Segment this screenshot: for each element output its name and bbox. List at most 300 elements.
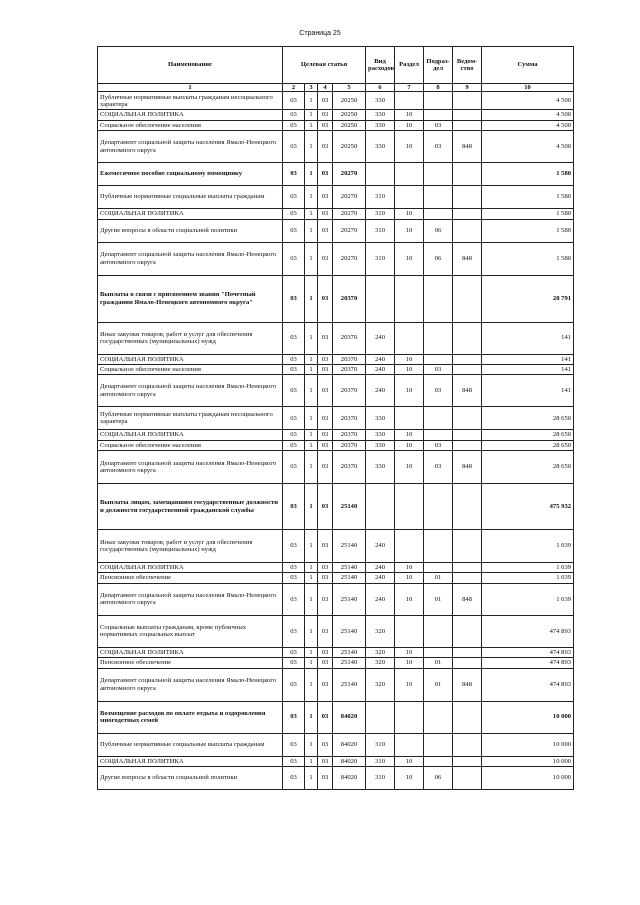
target-code-4: 20270 xyxy=(333,242,366,275)
department-code xyxy=(453,163,482,186)
department-code xyxy=(453,756,482,766)
section xyxy=(395,615,424,647)
section: 10 xyxy=(395,354,424,364)
target-code-2: 1 xyxy=(305,407,318,430)
subsection: 01 xyxy=(424,658,453,668)
target-code-2: 1 xyxy=(305,322,318,354)
subsection xyxy=(424,563,453,573)
section: 10 xyxy=(395,583,424,615)
budget-table xyxy=(97,46,574,790)
subsection: 06 xyxy=(424,766,453,789)
row-name: Выплаты в связи с присвоением звания "Почетный гражданин Ямало-Ненецкого автономного округа" xyxy=(98,275,283,322)
target-code-4: 84020 xyxy=(333,701,366,733)
amount: 4 500 xyxy=(482,110,574,120)
section: 10 xyxy=(395,451,424,484)
target-code-3: 03 xyxy=(318,451,333,484)
target-code-3: 03 xyxy=(318,701,333,733)
target-code-1: 03 xyxy=(283,573,305,583)
target-code-2: 1 xyxy=(305,701,318,733)
department-code xyxy=(453,364,482,374)
target-code-3: 03 xyxy=(318,275,333,322)
table-body xyxy=(98,92,574,790)
target-code-1: 03 xyxy=(283,440,305,450)
target-code-3: 03 xyxy=(318,668,333,701)
target-code-2: 1 xyxy=(305,766,318,789)
amount: 475 932 xyxy=(482,484,574,530)
section: 10 xyxy=(395,563,424,573)
target-code-3: 03 xyxy=(318,647,333,657)
table-row xyxy=(98,110,574,120)
row-name: Департамент социальной защиты населения Ямало-Ненецкого автономного округа xyxy=(98,242,283,275)
subsection xyxy=(424,186,453,209)
expense-type: 310 xyxy=(366,219,395,242)
row-name: СОЦИАЛЬНАЯ ПОЛИТИКА xyxy=(98,430,283,440)
target-code-1: 03 xyxy=(283,92,305,110)
subsection: 03 xyxy=(424,131,453,163)
department-code xyxy=(453,354,482,364)
table-row xyxy=(98,573,574,583)
target-code-3: 03 xyxy=(318,375,333,407)
section: 10 xyxy=(395,120,424,130)
department-code xyxy=(453,573,482,583)
department-code xyxy=(453,407,482,430)
target-code-2: 1 xyxy=(305,131,318,163)
table-row xyxy=(98,583,574,615)
department-code xyxy=(453,766,482,789)
target-code-2: 1 xyxy=(305,209,318,219)
row-name: Ежемесячное пособие социальному помощнику xyxy=(98,163,283,186)
table-row xyxy=(98,766,574,789)
target-code-1: 03 xyxy=(283,484,305,530)
expense-type: 330 xyxy=(366,92,395,110)
target-code-4: 20270 xyxy=(333,209,366,219)
col-number: 2 xyxy=(283,84,305,92)
row-name: Социальное обеспечение населения xyxy=(98,440,283,450)
section: 10 xyxy=(395,756,424,766)
department-code: 848 xyxy=(453,242,482,275)
subsection xyxy=(424,163,453,186)
target-code-2: 1 xyxy=(305,615,318,647)
target-code-4: 25140 xyxy=(333,583,366,615)
section: 10 xyxy=(395,430,424,440)
expense-type: 310 xyxy=(366,209,395,219)
target-code-2: 1 xyxy=(305,451,318,484)
section: 10 xyxy=(395,658,424,668)
target-code-1: 03 xyxy=(283,563,305,573)
table-row xyxy=(98,484,574,530)
row-name: СОЦИАЛЬНАЯ ПОЛИТИКА xyxy=(98,110,283,120)
target-code-4: 84020 xyxy=(333,756,366,766)
section: 10 xyxy=(395,766,424,789)
target-code-3: 03 xyxy=(318,163,333,186)
column-number-row xyxy=(98,84,574,92)
target-code-1: 03 xyxy=(283,209,305,219)
target-code-4: 20250 xyxy=(333,131,366,163)
row-name: СОЦИАЛЬНАЯ ПОЛИТИКА xyxy=(98,354,283,364)
amount: 1 580 xyxy=(482,219,574,242)
target-code-2: 1 xyxy=(305,219,318,242)
amount: 10 000 xyxy=(482,766,574,789)
table-row xyxy=(98,186,574,209)
amount: 141 xyxy=(482,322,574,354)
target-code-4: 20250 xyxy=(333,92,366,110)
col-number: 5 xyxy=(333,84,366,92)
target-code-4: 20370 xyxy=(333,407,366,430)
expense-type: 310 xyxy=(366,186,395,209)
amount: 1 039 xyxy=(482,573,574,583)
table-row xyxy=(98,131,574,163)
table-row xyxy=(98,275,574,322)
section xyxy=(395,484,424,530)
table-row xyxy=(98,647,574,657)
department-code xyxy=(453,322,482,354)
department-code xyxy=(453,647,482,657)
target-code-4: 25140 xyxy=(333,647,366,657)
amount: 141 xyxy=(482,375,574,407)
target-code-4: 20270 xyxy=(333,219,366,242)
row-name: Департамент социальной защиты населения Ямало-Ненецкого автономного округа xyxy=(98,668,283,701)
target-code-1: 03 xyxy=(283,430,305,440)
expense-type xyxy=(366,275,395,322)
target-code-4: 84020 xyxy=(333,733,366,756)
subsection: 03 xyxy=(424,364,453,374)
target-code-4: 20370 xyxy=(333,322,366,354)
target-code-3: 03 xyxy=(318,186,333,209)
target-code-3: 03 xyxy=(318,615,333,647)
target-code-3: 03 xyxy=(318,573,333,583)
expense-type: 330 xyxy=(366,131,395,163)
subsection: 03 xyxy=(424,375,453,407)
department-code xyxy=(453,733,482,756)
header-row xyxy=(98,47,574,84)
section: 10 xyxy=(395,573,424,583)
expense-type xyxy=(366,701,395,733)
expense-type: 240 xyxy=(366,322,395,354)
expense-type: 240 xyxy=(366,354,395,364)
target-code-1: 03 xyxy=(283,163,305,186)
table-row xyxy=(98,563,574,573)
section xyxy=(395,701,424,733)
target-code-2: 1 xyxy=(305,275,318,322)
department-code: 848 xyxy=(453,668,482,701)
amount: 474 893 xyxy=(482,615,574,647)
amount: 28 650 xyxy=(482,430,574,440)
target-code-2: 1 xyxy=(305,364,318,374)
subsection: 06 xyxy=(424,219,453,242)
target-code-4: 20370 xyxy=(333,275,366,322)
expense-type: 310 xyxy=(366,756,395,766)
subsection xyxy=(424,354,453,364)
table-row xyxy=(98,430,574,440)
subsection: 01 xyxy=(424,583,453,615)
department-code xyxy=(453,209,482,219)
section xyxy=(395,92,424,110)
target-code-1: 03 xyxy=(283,701,305,733)
subsection xyxy=(424,92,453,110)
row-name: Департамент социальной защиты населения Ямало-Ненецкого автономного округа xyxy=(98,131,283,163)
col-number: 8 xyxy=(424,84,453,92)
amount: 1 039 xyxy=(482,563,574,573)
expense-type: 240 xyxy=(366,364,395,374)
expense-type: 320 xyxy=(366,647,395,657)
target-code-1: 03 xyxy=(283,451,305,484)
target-code-1: 03 xyxy=(283,186,305,209)
target-code-2: 1 xyxy=(305,563,318,573)
department-code xyxy=(453,563,482,573)
table-row xyxy=(98,163,574,186)
amount: 28 650 xyxy=(482,407,574,430)
section xyxy=(395,407,424,430)
subsection xyxy=(424,615,453,647)
section: 10 xyxy=(395,242,424,275)
row-name: Иные закупки товаров, работ и услуг для обеспечения государственных (муниципальных) нужд xyxy=(98,530,283,563)
target-code-1: 03 xyxy=(283,668,305,701)
table-row xyxy=(98,209,574,219)
row-name: Департамент социальной защиты населения Ямало-Ненецкого автономного округа xyxy=(98,583,283,615)
expense-type: 330 xyxy=(366,407,395,430)
section: 10 xyxy=(395,219,424,242)
target-code-3: 03 xyxy=(318,364,333,374)
target-code-1: 03 xyxy=(283,131,305,163)
row-name: Иные закупки товаров, работ и услуг для обеспечения государственных (муниципальных) нужд xyxy=(98,322,283,354)
target-code-2: 1 xyxy=(305,573,318,583)
table-row xyxy=(98,407,574,430)
target-code-3: 03 xyxy=(318,733,333,756)
table-row xyxy=(98,756,574,766)
department-code: 848 xyxy=(453,375,482,407)
target-code-3: 03 xyxy=(318,322,333,354)
target-code-2: 1 xyxy=(305,440,318,450)
target-code-3: 03 xyxy=(318,583,333,615)
subsection xyxy=(424,110,453,120)
target-code-2: 1 xyxy=(305,484,318,530)
row-name: Социальные выплаты гражданам, кроме публичных нормативных социальных выплат xyxy=(98,615,283,647)
amount: 1 039 xyxy=(482,530,574,563)
expense-type: 330 xyxy=(366,440,395,450)
section xyxy=(395,322,424,354)
amount: 28 650 xyxy=(482,451,574,484)
expense-type: 240 xyxy=(366,573,395,583)
target-code-3: 03 xyxy=(318,120,333,130)
department-code xyxy=(453,440,482,450)
target-code-3: 03 xyxy=(318,430,333,440)
department-code: 848 xyxy=(453,451,482,484)
target-code-4: 20250 xyxy=(333,110,366,120)
amount: 28 650 xyxy=(482,440,574,450)
row-name: Публичные нормативные выплаты гражданам несоциального характера xyxy=(98,407,283,430)
table-row xyxy=(98,92,574,110)
expense-type: 310 xyxy=(366,242,395,275)
target-code-1: 03 xyxy=(283,766,305,789)
target-code-1: 03 xyxy=(283,375,305,407)
target-code-4: 20370 xyxy=(333,364,366,374)
target-code-3: 03 xyxy=(318,242,333,275)
expense-type: 240 xyxy=(366,375,395,407)
col-number: 1 xyxy=(98,84,283,92)
target-code-4: 25140 xyxy=(333,658,366,668)
section xyxy=(395,163,424,186)
row-name: Публичные нормативные социальные выплаты гражданам xyxy=(98,186,283,209)
section: 10 xyxy=(395,364,424,374)
expense-type: 330 xyxy=(366,451,395,484)
header-target-article: Целевая статья xyxy=(283,47,366,84)
expense-type: 310 xyxy=(366,766,395,789)
amount: 10 000 xyxy=(482,701,574,733)
expense-type xyxy=(366,163,395,186)
target-code-3: 03 xyxy=(318,209,333,219)
subsection xyxy=(424,275,453,322)
header-subsection: Подраз-дел xyxy=(424,47,453,84)
expense-type: 330 xyxy=(366,430,395,440)
table-row xyxy=(98,615,574,647)
target-code-4: 20270 xyxy=(333,186,366,209)
table-row xyxy=(98,219,574,242)
amount: 1 039 xyxy=(482,583,574,615)
target-code-3: 03 xyxy=(318,407,333,430)
department-code xyxy=(453,701,482,733)
subsection xyxy=(424,756,453,766)
expense-type: 240 xyxy=(366,530,395,563)
amount: 474 893 xyxy=(482,668,574,701)
row-name: Пенсионное обеспечение xyxy=(98,658,283,668)
target-code-4: 20370 xyxy=(333,440,366,450)
subsection xyxy=(424,322,453,354)
expense-type: 320 xyxy=(366,658,395,668)
subsection: 01 xyxy=(424,573,453,583)
subsection xyxy=(424,430,453,440)
page-number: Страница 25 xyxy=(299,30,341,37)
amount: 474 893 xyxy=(482,658,574,668)
expense-type: 240 xyxy=(366,583,395,615)
subsection xyxy=(424,647,453,657)
target-code-1: 03 xyxy=(283,322,305,354)
section: 10 xyxy=(395,131,424,163)
section: 10 xyxy=(395,209,424,219)
table-row xyxy=(98,322,574,354)
expense-type: 320 xyxy=(366,615,395,647)
section xyxy=(395,733,424,756)
target-code-2: 1 xyxy=(305,163,318,186)
section: 10 xyxy=(395,440,424,450)
amount: 474 893 xyxy=(482,647,574,657)
target-code-1: 03 xyxy=(283,275,305,322)
target-code-1: 03 xyxy=(283,647,305,657)
subsection: 03 xyxy=(424,440,453,450)
target-code-3: 03 xyxy=(318,658,333,668)
amount: 1 580 xyxy=(482,242,574,275)
table-row xyxy=(98,701,574,733)
target-code-2: 1 xyxy=(305,430,318,440)
department-code: 848 xyxy=(453,583,482,615)
target-code-4: 20250 xyxy=(333,120,366,130)
row-name: Пенсионное обеспечение xyxy=(98,573,283,583)
target-code-2: 1 xyxy=(305,92,318,110)
target-code-1: 03 xyxy=(283,219,305,242)
section xyxy=(395,530,424,563)
target-code-3: 03 xyxy=(318,563,333,573)
department-code xyxy=(453,615,482,647)
department-code xyxy=(453,120,482,130)
expense-type: 330 xyxy=(366,120,395,130)
target-code-2: 1 xyxy=(305,658,318,668)
subsection xyxy=(424,407,453,430)
table-row xyxy=(98,120,574,130)
department-code xyxy=(453,530,482,563)
table-row xyxy=(98,451,574,484)
section: 10 xyxy=(395,668,424,701)
amount: 1 580 xyxy=(482,186,574,209)
section xyxy=(395,275,424,322)
table-row xyxy=(98,733,574,756)
target-code-2: 1 xyxy=(305,186,318,209)
target-code-1: 03 xyxy=(283,615,305,647)
target-code-2: 1 xyxy=(305,110,318,120)
subsection: 01 xyxy=(424,668,453,701)
amount: 28 791 xyxy=(482,275,574,322)
target-code-2: 1 xyxy=(305,354,318,364)
subsection: 03 xyxy=(424,451,453,484)
expense-type: 320 xyxy=(366,668,395,701)
target-code-4: 25140 xyxy=(333,573,366,583)
amount: 1 580 xyxy=(482,209,574,219)
header-department: Ведом-ство xyxy=(453,47,482,84)
col-number: 3 xyxy=(305,84,318,92)
col-number: 4 xyxy=(318,84,333,92)
row-name: Публичные нормативные выплаты гражданам несоциального характера xyxy=(98,92,283,110)
subsection xyxy=(424,530,453,563)
table-row xyxy=(98,530,574,563)
target-code-4: 20370 xyxy=(333,451,366,484)
target-code-3: 03 xyxy=(318,131,333,163)
target-code-1: 03 xyxy=(283,110,305,120)
table-row xyxy=(98,375,574,407)
department-code xyxy=(453,484,482,530)
expense-type xyxy=(366,484,395,530)
amount: 4 500 xyxy=(482,120,574,130)
section: 10 xyxy=(395,110,424,120)
amount: 1 580 xyxy=(482,163,574,186)
target-code-1: 03 xyxy=(283,364,305,374)
target-code-4: 84020 xyxy=(333,766,366,789)
target-code-4: 20270 xyxy=(333,163,366,186)
target-code-3: 03 xyxy=(318,440,333,450)
target-code-2: 1 xyxy=(305,375,318,407)
department-code: 848 xyxy=(453,131,482,163)
department-code xyxy=(453,658,482,668)
target-code-2: 1 xyxy=(305,530,318,563)
table-row xyxy=(98,242,574,275)
target-code-1: 03 xyxy=(283,658,305,668)
department-code xyxy=(453,110,482,120)
target-code-3: 03 xyxy=(318,219,333,242)
subsection xyxy=(424,733,453,756)
target-code-2: 1 xyxy=(305,668,318,701)
header-section: Раздел xyxy=(395,47,424,84)
section xyxy=(395,186,424,209)
target-code-4: 25140 xyxy=(333,615,366,647)
table-row xyxy=(98,658,574,668)
target-code-2: 1 xyxy=(305,756,318,766)
target-code-1: 03 xyxy=(283,530,305,563)
amount: 4 500 xyxy=(482,131,574,163)
target-code-1: 03 xyxy=(283,756,305,766)
row-name: Другие вопросы в области социальной политики xyxy=(98,766,283,789)
target-code-3: 03 xyxy=(318,530,333,563)
header-expense-type: Вид расходов xyxy=(366,47,395,84)
target-code-4: 25140 xyxy=(333,484,366,530)
subsection: 06 xyxy=(424,242,453,275)
target-code-4: 25140 xyxy=(333,563,366,573)
